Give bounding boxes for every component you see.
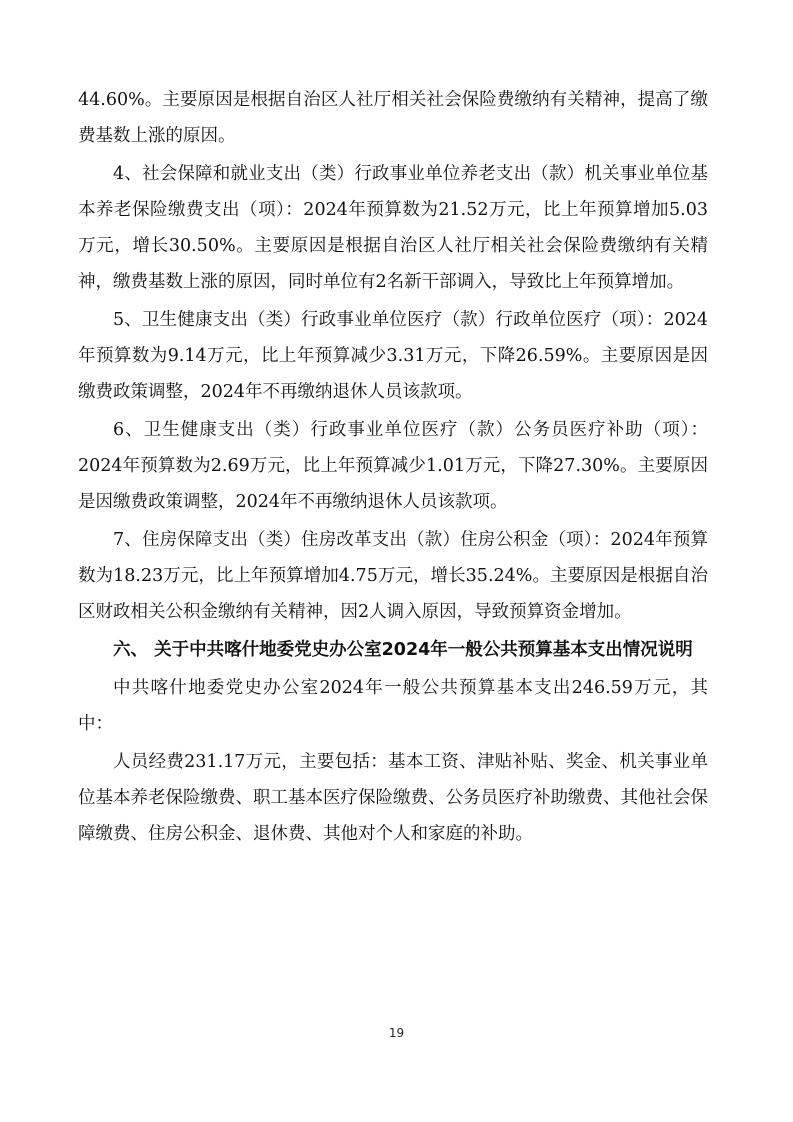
paragraph-item-5-medical: 5、卫生健康支出（类）行政事业单位医疗（款）行政单位医疗（项）：2024年预算数为9.14万元，比上年预算减少3.31万元，下降26.59%。主要原因是因缴费政策调整，2024年不再缴纳退休人员该款项。: [78, 310, 708, 402]
paragraph-personnel-expenses: 人员经费231.17万元，主要包括：基本工资、津贴补贴、奖金、机关事业单位基本养老保险缴费、职工基本医疗保险缴费、公务员医疗补助缴费、其他社会保障缴费、住房公积金、退休费、其他对个人和家庭的补助。: [78, 752, 708, 844]
section-heading-basic-expenditure: 六、 关于中共喀什地委党史办公室2024年一般公共预算基本支出情况说明: [113, 640, 693, 660]
paragraph-item-4-pension: 4、社会保障和就业支出（类）行政事业单位养老支出（款）机关事业单位基本养老保险缴费支出（项）：2024年预算数为21.52万元，比上年预算增加5.03万元，增长30.50%。主要原因是根据自治区人社厅相关社会保险费缴纳有关精神，缴费基数上涨的原因，同时单位有2名新干部调入，导致比上年预算增加。: [78, 164, 708, 292]
paragraph-basic-expenditure-total: 中共喀什地委党史办公室2024年一般公共预算基本支出246.59万元，其中：: [78, 678, 708, 734]
paragraph-continued-insurance: 44.60%。主要原因是根据自治区人社厅相关社会保险费缴纳有关精神，提高了缴费基数上涨的原因。: [78, 90, 708, 146]
page-content: [78, 82, 708, 854]
paragraph-item-7-housing-fund: 7、住房保障支出（类）住房改革支出（款）住房公积金（项）：2024年预算数为18.23万元，比上年预算增加4.75万元，增长35.24%。主要原因是根据自治区财政相关公积金缴纳有关精神，因2人调入原因，导致预算资金增加。: [78, 530, 708, 622]
paragraph-item-6-civil-servant-medical: 6、卫生健康支出（类）行政事业单位医疗（款）公务员医疗补助（项）：2024年预算数为2.69万元，比上年预算减少1.01万元，下降27.30%。主要原因是因缴费政策调整，2024年不再缴纳退休人员该款项。: [78, 420, 708, 512]
page-number: 19: [388, 1026, 405, 1040]
